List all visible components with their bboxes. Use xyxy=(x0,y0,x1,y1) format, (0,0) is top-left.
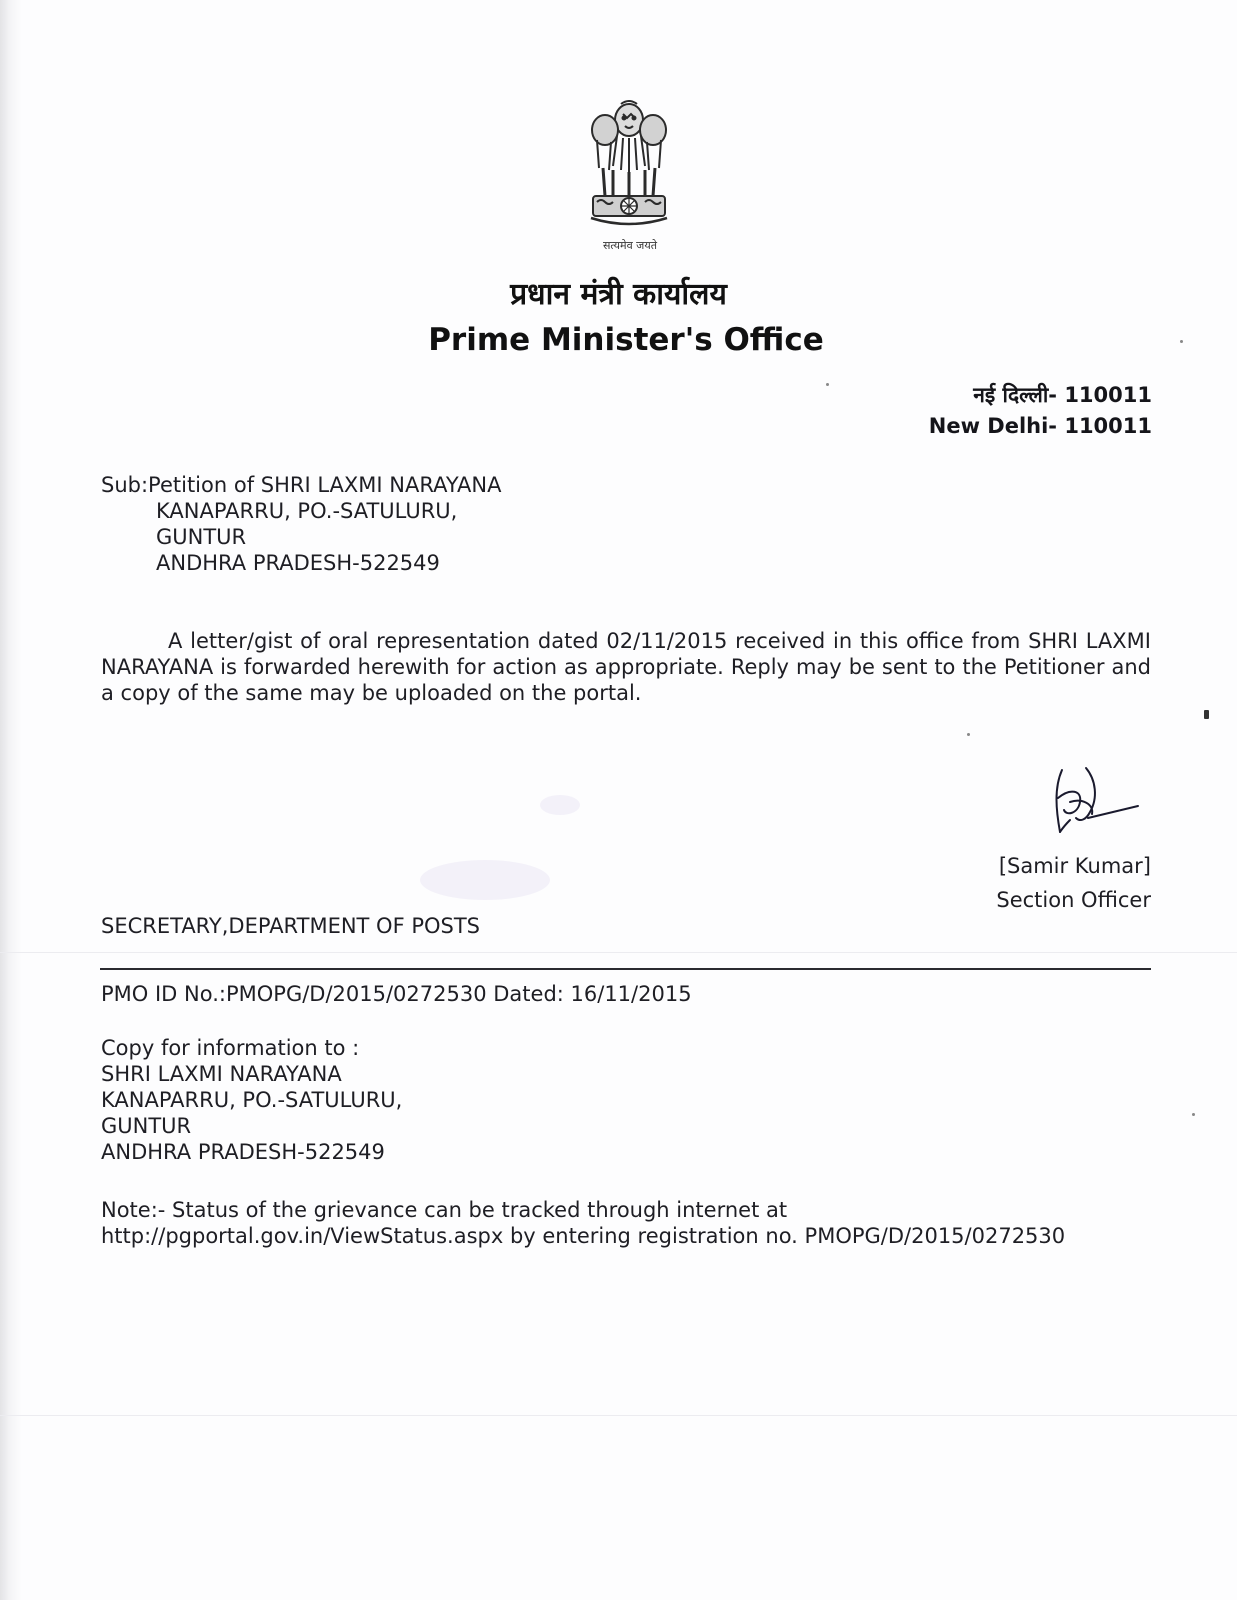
body-paragraph: A letter/gist of oral representation dated 02/11/2015 received in this office from SHRI LAXMI NARAYANA is forwarded herewith for action as appropriate. Reply may be sent to the Petitioner and a copy of the same may be uploaded on the portal. xyxy=(101,629,1151,705)
emblem-motto: सत्यमेव जयते xyxy=(602,239,657,252)
scan-left-edge xyxy=(0,0,22,1600)
scan-speck xyxy=(1204,710,1209,719)
national-emblem-icon xyxy=(583,96,675,236)
addressee: SECRETARY,DEPARTMENT OF POSTS xyxy=(101,914,481,938)
signature-icon xyxy=(1040,762,1140,842)
signatory-designation: Section Officer xyxy=(996,888,1151,912)
subject-address-line: GUNTUR xyxy=(156,525,247,549)
scan-smudge xyxy=(420,860,550,900)
note-line: http://pgportal.gov.in/ViewStatus.aspx by entering registration no. PMOPG/D/2015/0272530 xyxy=(101,1224,1066,1248)
scan-speck xyxy=(967,733,970,736)
note-block xyxy=(101,1197,1065,1249)
scan-smudge xyxy=(540,795,580,815)
horizontal-rule xyxy=(100,968,1151,970)
subject-address-line: ANDHRA PRADESH-522549 xyxy=(156,551,440,575)
pmo-id-line: PMO ID No.:PMOPG/D/2015/0272530 Dated: 16/11/2015 xyxy=(101,982,692,1006)
place-block xyxy=(929,380,1152,442)
place-english: New Delhi- 110011 xyxy=(928,414,1152,438)
signatory-name: [Samir Kumar] xyxy=(998,854,1151,878)
paper-fold-line xyxy=(0,952,1237,953)
place-hindi: नई दिल्ली- 110011 xyxy=(973,383,1152,407)
subject-block xyxy=(101,472,501,576)
scan-speck xyxy=(1192,1113,1195,1116)
copy-address-line: GUNTUR xyxy=(101,1114,192,1138)
copy-heading: Copy for information to : xyxy=(101,1036,360,1060)
subject-address-line: KANAPARRU, PO.-SATULURU, xyxy=(156,499,458,523)
signatory-block xyxy=(996,849,1151,917)
note-line: Note:- Status of the grievance can be tracked through internet at xyxy=(101,1198,788,1222)
copy-address-line: KANAPARRU, PO.-SATULURU, xyxy=(101,1088,403,1112)
office-title-hindi: प्रधान मंत्री कार्यालय xyxy=(510,277,727,312)
paper-fold-line xyxy=(0,1415,1237,1416)
copy-address-line: SHRI LAXMI NARAYANA xyxy=(101,1062,342,1086)
copy-address-line: ANDHRA PRADESH-522549 xyxy=(101,1140,385,1164)
subject-line: Sub:Petition of SHRI LAXMI NARAYANA xyxy=(101,473,502,497)
scan-speck xyxy=(826,383,829,386)
copy-block xyxy=(101,1035,402,1165)
office-title-english: Prime Minister's Office xyxy=(428,322,824,358)
